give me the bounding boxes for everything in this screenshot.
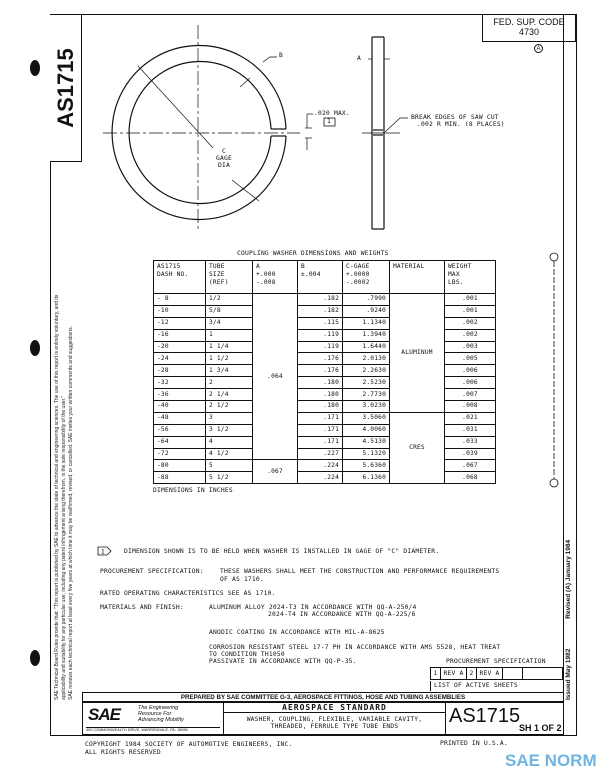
b-dimension-cell: .182: [298, 294, 343, 306]
break-note-line: BREAK EDGES OF SAW CUT: [411, 114, 499, 121]
note-line: OF AS 1710.: [220, 576, 264, 583]
procurement-label: PROCUREMENT SPECIFICATION:: [100, 568, 204, 575]
tagline-line: Resource For: [138, 711, 172, 717]
prepared-by: PREPARED BY SAE COMMITTEE G-3, AEROSPACE FITTINGS, HOSE AND TUBING ASSEMBLIES: [82, 692, 564, 702]
dim-a-label: A: [357, 55, 361, 62]
weight-cell: .021: [445, 412, 496, 424]
c-gage-cell: 2.0130: [343, 353, 390, 365]
tube-size-cell: 5: [206, 460, 253, 472]
c-gage-cell: 4.0060: [343, 424, 390, 436]
sheet-rev: REV A: [477, 668, 503, 679]
b-dimension-cell: .182: [298, 305, 343, 317]
sheet-empty-cell: [503, 668, 523, 679]
column-header: MATERIAL: [390, 261, 445, 294]
issued-date: Issued May 1982: [565, 648, 572, 700]
a-dimension-cell: .064: [253, 294, 298, 460]
break-note-line: .002 R MIN. (8 PLACES): [417, 121, 505, 128]
rights-line: ALL RIGHTS RESERVED: [85, 749, 161, 756]
dash-number-cell: -80: [154, 460, 206, 472]
b-dimension-cell: .180: [298, 377, 343, 389]
weight-cell: .003: [445, 341, 496, 353]
binder-hole: [30, 340, 40, 356]
sheet-number-label: SH 1 OF 2: [519, 723, 562, 733]
dash-number-cell: -10: [154, 305, 206, 317]
tube-size-cell: 1/2: [206, 294, 253, 306]
note-line: CORROSION RESISTANT STEEL 17-7 PH IN ACCORDANCE WITH AMS 5528, HEAT TREAT: [209, 644, 501, 651]
tube-size-cell: 1: [206, 329, 253, 341]
dash-number-cell: -16: [154, 329, 206, 341]
dash-number-cell: -88: [154, 472, 206, 484]
c-gage-cell: 5.6360: [343, 460, 390, 472]
weight-cell: .002: [445, 317, 496, 329]
table-row: [154, 389, 496, 401]
b-dimension-cell: .227: [298, 448, 343, 460]
weight-cell: .002: [445, 329, 496, 341]
gage-label: GAGE: [216, 155, 232, 162]
watermark: SAE NORM: [505, 751, 597, 770]
table-header-row: [154, 261, 496, 294]
c-gage-cell: 3.5060: [343, 412, 390, 424]
sheets-heading: PROCUREMENT SPECIFICATION: [446, 658, 546, 665]
title-center: [224, 703, 446, 734]
disclaimer-line: applicability and suitability for any particular use, including any patent infringement arising therefrom, is the sole responsibility of the user.": [61, 395, 67, 700]
revised-date: Revised (A) January 1984: [565, 539, 572, 619]
sae-tagline: [138, 705, 184, 723]
sheet-number: 2: [467, 668, 477, 679]
table-row: [154, 329, 496, 341]
tube-size-cell: 2 1/4: [206, 389, 253, 401]
disclaimer-line: SAE reviews each technical report at least every five years at which time it may be reaffirmed, revised, or cancelled. SAE invites your written comments and suggestions.: [68, 326, 74, 700]
weight-cell: .067: [445, 460, 496, 472]
tube-size-cell: 2: [206, 377, 253, 389]
b-dimension-cell: .176: [298, 353, 343, 365]
note-line: ALUMINUM ALLOY 2024-T3 IN ACCORDANCE WITH QQ-A-250/4: [209, 604, 417, 611]
dim-b-label: B: [279, 52, 283, 59]
dia-label: DIA: [217, 162, 230, 169]
c-gage-cell: 3.0230: [343, 401, 390, 413]
dash-number-cell: -20: [154, 341, 206, 353]
c-gage-cell: 1.6440: [343, 341, 390, 353]
materials-text: [209, 604, 417, 618]
c-gage-cell: 4.5130: [343, 436, 390, 448]
revision-mark: A: [534, 44, 543, 53]
weight-cell: .006: [445, 377, 496, 389]
column-header: TUBE SIZE (REF): [206, 261, 253, 294]
sheet-rev: REV A: [441, 668, 467, 679]
b-dimension-cell: .171: [298, 424, 343, 436]
dash-number-cell: -48: [154, 412, 206, 424]
table-row: [154, 424, 496, 436]
c-gage-cell: 5.1320: [343, 448, 390, 460]
b-dimension-cell: .176: [298, 365, 343, 377]
tube-size-cell: 3 1/2: [206, 424, 253, 436]
b-dimension-cell: .115: [298, 317, 343, 329]
table-row: [154, 365, 496, 377]
note-line: PASSIVATE IN ACCORDANCE WITH QQ-P-35.: [209, 658, 357, 665]
weight-cell: .001: [445, 305, 496, 317]
document-title: [224, 713, 445, 730]
table-row: [154, 377, 496, 389]
dash-number-cell: -72: [154, 448, 206, 460]
b-dimension-cell: .180: [298, 389, 343, 401]
title-line: THREADED, FERRULE TYPE TUBE ENDS: [270, 723, 399, 730]
tagline-line: Advancing Mobility: [138, 717, 184, 723]
printed-in: PRINTED IN U.S.A.: [440, 740, 508, 747]
note-flag: 1: [327, 118, 331, 125]
table-title: COUPLING WASHER DIMENSIONS AND WEIGHTS: [237, 250, 389, 257]
revision-bar: [546, 250, 562, 490]
sae-logo-block: [83, 703, 224, 734]
table-row: [154, 294, 496, 306]
note-line: 2024-T4 IN ACCORDANCE WITH QQ-A-225/6: [268, 611, 416, 618]
column-header: A +.000 -.008: [253, 261, 298, 294]
material-cell: CRES: [390, 412, 445, 483]
c-gage-cell: .7990: [343, 294, 390, 306]
materials-label: MATERIALS AND FINISH:: [100, 604, 184, 611]
weight-cell: .068: [445, 472, 496, 484]
document-number-tab: AS1715: [50, 14, 82, 162]
c-gage-dia-label: [216, 148, 232, 169]
table-row: [154, 448, 496, 460]
dimensions-table: [153, 260, 496, 484]
dash-number-cell: -56: [154, 424, 206, 436]
anodic-note: ANODIC COATING IN ACCORDANCE WITH MIL-A-8625: [209, 629, 385, 636]
sheets-label: LIST OF ACTIVE SHEETS: [430, 681, 563, 691]
dash-number-cell: -12: [154, 317, 206, 329]
sae-logo: SAE: [88, 705, 120, 724]
table-row: [154, 317, 496, 329]
b-dimension-cell: .180: [298, 401, 343, 413]
note-1: DIMENSION SHOWN IS TO BE HELD WHEN WASHER IS INSTALLED IN GAGE OF "C" DIAMETER.: [124, 548, 440, 555]
c-label: C: [221, 148, 226, 155]
table-row: [154, 353, 496, 365]
b-dimension-cell: .224: [298, 460, 343, 472]
c-gage-cell: .9240: [343, 305, 390, 317]
title-block: [82, 702, 564, 735]
column-header: C-GAGE +.0000 -.0002: [343, 261, 390, 294]
tube-size-cell: 4 1/2: [206, 448, 253, 460]
column-header: AS1715 DASH NO.: [154, 261, 206, 294]
tagline-line: The Engineering: [138, 705, 179, 711]
c-gage-cell: 6.1360: [343, 472, 390, 484]
disclaimer-line: SAE Technical Board Rules provide that: "This report is published by SAE to advance the state of technical and engineering sciences. The use of this report is entirely voluntary, and its: [54, 294, 60, 700]
c-gage-cell: 1.3940: [343, 329, 390, 341]
title-line: WASHER, COUPLING, FLEXIBLE, VARIABLE CAVITY,: [246, 716, 423, 723]
tube-size-cell: 3/4: [206, 317, 253, 329]
b-dimension-cell: .224: [298, 472, 343, 484]
svg-text:1: 1: [101, 548, 105, 556]
dash-number-cell: -32: [154, 377, 206, 389]
weight-cell: .039: [445, 448, 496, 460]
dash-number-cell: -36: [154, 389, 206, 401]
weight-cell: .008: [445, 401, 496, 413]
tube-size-cell: 2 1/2: [206, 401, 253, 413]
table-container: [153, 260, 496, 495]
table-row: [154, 401, 496, 413]
table-row: [154, 460, 496, 472]
weight-cell: .033: [445, 436, 496, 448]
break-edges-note: [411, 114, 505, 128]
procurement-text: [220, 568, 499, 584]
dash-number-cell: -64: [154, 436, 206, 448]
table-row: [154, 472, 496, 484]
note-1-flag-icon: [97, 546, 113, 556]
b-dimension-cell: .119: [298, 341, 343, 353]
tube-size-cell: 4: [206, 436, 253, 448]
table-row: [154, 305, 496, 317]
dash-number-cell: -40: [154, 401, 206, 413]
c-gage-cell: 2.2630: [343, 365, 390, 377]
b-dimension-cell: .171: [298, 412, 343, 424]
note-line: THESE WASHERS SHALL MEET THE CONSTRUCTION AND PERFORMANCE REQUIREMENTS: [220, 568, 500, 575]
table-footnote: DIMENSIONS IN INCHES: [153, 487, 233, 495]
table-row: [154, 412, 496, 424]
gap-label: .020 MAX.: [314, 110, 350, 117]
b-dimension-cell: .119: [298, 329, 343, 341]
fsc-label: FED. SUP. CODE: [493, 17, 565, 27]
table-row: [154, 436, 496, 448]
tube-size-cell: 1 3/4: [206, 365, 253, 377]
a-dimension-cell: .067: [253, 460, 298, 484]
c-gage-cell: 2.7730: [343, 389, 390, 401]
sheet-number: 1: [431, 668, 441, 679]
tube-size-cell: 1 1/2: [206, 353, 253, 365]
inner-circle: [129, 61, 271, 203]
weight-cell: .001: [445, 294, 496, 306]
weight-cell: .031: [445, 424, 496, 436]
note-line: TO CONDITION TH1050: [209, 651, 285, 658]
sae-address: 400 COMMONWEALTH DRIVE, WARRENDALE, PA. 15096: [86, 727, 220, 732]
weight-cell: .006: [445, 365, 496, 377]
tube-size-cell: 3: [206, 412, 253, 424]
weight-cell: .007: [445, 389, 496, 401]
rated-operating-note: RATED OPERATING CHARACTERISTICS SEE AS 1710.: [100, 590, 276, 597]
category-label: AEROSPACE STANDARD: [224, 703, 445, 713]
c-gage-cell: 2.5230: [343, 377, 390, 389]
dash-number-cell: -24: [154, 353, 206, 365]
dash-number-cell: -28: [154, 365, 206, 377]
weight-cell: .005: [445, 353, 496, 365]
washer-drawing: [0, 0, 600, 250]
material-cell: ALUMINUM: [390, 294, 445, 413]
b-dimension-cell: .171: [298, 436, 343, 448]
table-row: [154, 341, 496, 353]
column-header: B ±.004: [298, 261, 343, 294]
column-header: WEIGHT MAX LBS.: [445, 261, 496, 294]
fsc-value: 4730: [518, 27, 540, 37]
active-sheets-row: [430, 667, 563, 680]
tube-size-cell: 5 1/2: [206, 472, 253, 484]
copyright-line: COPYRIGHT 1984 SOCIETY OF AUTOMOTIVE ENGINEERS, INC.: [85, 741, 293, 748]
dash-number-cell: - 8: [154, 294, 206, 306]
revision-dates: [565, 540, 572, 700]
binder-hole: [30, 650, 40, 666]
copyright: [85, 741, 293, 757]
title-doc-number: AS1715: [449, 705, 521, 727]
tube-size-cell: 5/8: [206, 305, 253, 317]
tube-size-cell: 1 1/4: [206, 341, 253, 353]
c-gage-cell: 1.1340: [343, 317, 390, 329]
